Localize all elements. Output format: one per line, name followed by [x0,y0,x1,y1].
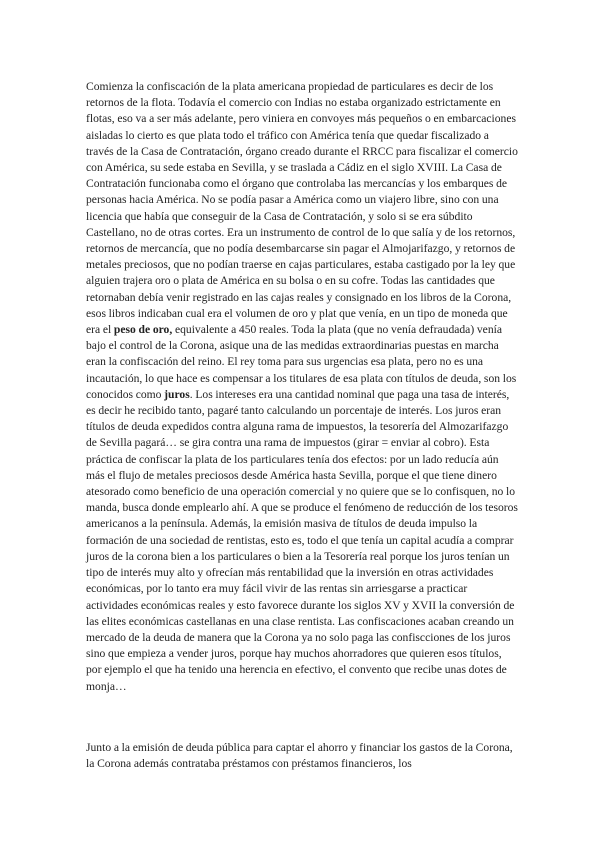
text-segment: equivalente a 450 reales. Toda la plata (que no venía defraudada) venía bajo el control de la Corona, asique una de las medidas extraordinarias puestas en marcha eran la confiscación del reino. El rey toma para sus urgencias esa plata, pero no es una incautación, lo que hace es compensar a los titulares de esa plata con títulos de deuda, son los conocidos como [86,323,517,401]
body-paragraph-deuda-publica [86,740,518,772]
body-paragraph-confiscacion [86,79,518,695]
text-segment: . Los intereses era una cantidad nominal que paga una tasa de interés, es decir he recibido tanto, pagaré tanto calculando un porcentaje de interés. Los juros eran títulos de deuda expedidos contra alguna rama de impuestos, la tesorería del Almozarifazgo de Sevilla pagará… se gira contra una rama de impuestos (girar = enviar al cobro). Esta práctica de confiscar la plata de los particulares tenía dos efectos: por un lado reducía aún más el flujo de metales preciosos desde América hasta Sevilla, porque el que tiene dinero atesorado como beneficio de una operación comercial y no quiere que se lo confisquen, no lo manda, busca donde emplearlo ahí. A que se produce el fenómeno de reducción de los tesoros americanos a la península. Además, la emisión masiva de títulos de deuda impulso la formación de una sociedad de rentistas, esto es, todo el que tenía un capital acudía a comprar juros de la corona bien a los particulares o bien a la Tesorería real porque los juros tenían un tipo de interés muy alto y ofrecían más rentabilidad que la inversión en otras actividades económicas, por lo tanto era muy fácil vivir de las rentas sin arriesgarse a practicar actividades económicas reales y esto favorece durante los siglos XV y XVII la conversión de las elites económicas castellanas en una clase rentista. Las confiscaciones acaban creando un mercado de la deuda de manera que la Corona ya no solo paga las confiscciones de los juros sino que empieza a vender juros, porque hay muchos ahorradores que quieren esos títulos, por ejemplo el que ha tenido una herencia en efectivo, el convento que recibe unas dotes de monja… [86,387,518,693]
paragraph-text [86,79,518,695]
paragraph-text [86,740,518,772]
text-segment: Comienza la confiscación de la plata americana propiedad de particulares es decir de los retornos de la flota. Todavía el comercio con Indias no estaba organizado estrictamente en flotas, eso va a ser más adelante, pero viniera en convoyes más pequeños o en embarcaciones aisladas lo cierto es que plata todo el tráfico con América tenía que quedar fiscalizado a través de la Casa de Contratación, órgano creado durante el RRCC para fiscalizar el comercio con América, su sede estaba en Sevilla, y se traslada a Cádiz en el siglo XVIII. La Casa de Contratación funcionaba como el órgano que controlaba las mercancías y los embarques de personas hacia América. No se podía pasar a América como un viajero libre, sino con una licencia que había que conseguir de la Casa de Contratación, y solo si se era súbdito Castellano, no de otras cortes. Era un instrumento de control de lo que salía y de los retornos, retornos de mercancía, que no podía desembarcarse sin pagar el Almojarifazgo, y retornos de metales preciosos, que no podían traerse en cajas particulares, estaba castigado por la ley que alguien trajera oro o plata de América en su bolsa o en su cofre. Todas las cantidades que retornaban debía venir registrado en las cajas reales y consignado en los libros de la Corona, esos libros indicaban cual era el volumen de oro y plat que venía, en un tipo de moneda que era el [86,80,518,337]
text-segment: Junto a la emisión de deuda pública para captar el ahorro y financiar los gastos de la Corona, la Corona además contrataba préstamos con préstamos financieros, los [86,741,513,771]
term-juros: juros [164,387,190,401]
term-peso-de-oro: peso de oro, [113,323,173,337]
